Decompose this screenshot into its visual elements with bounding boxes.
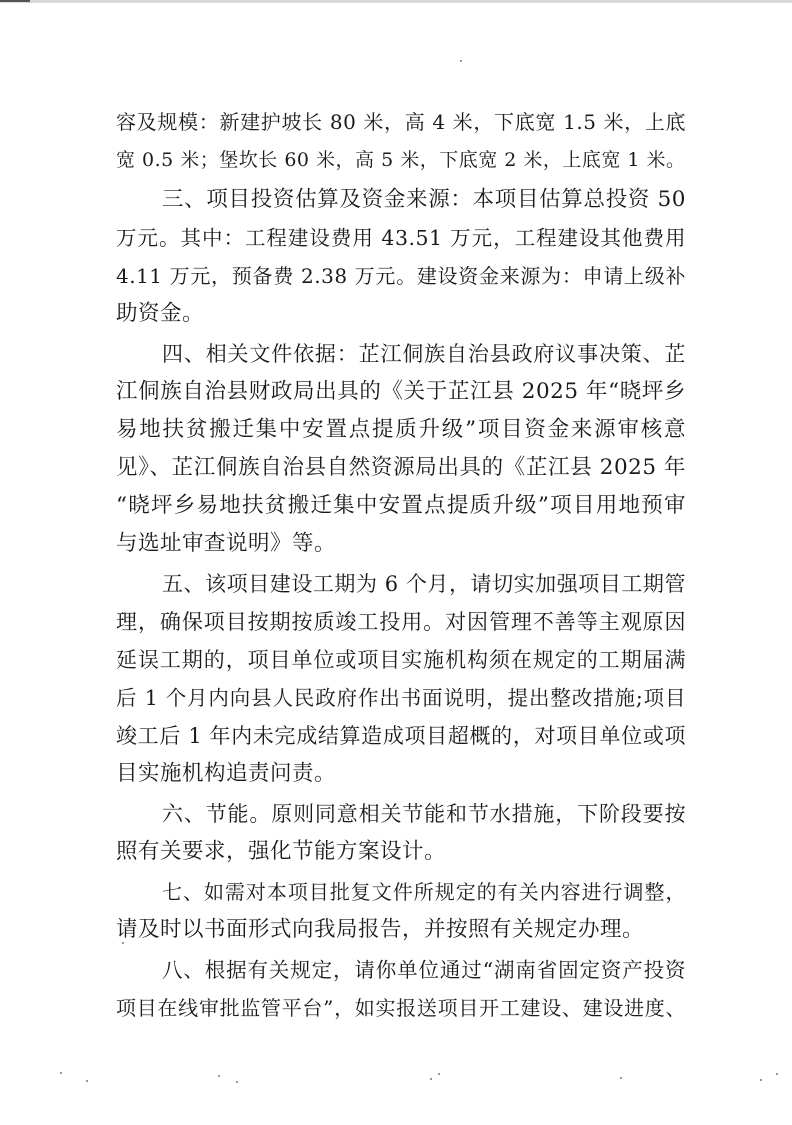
scan-speck bbox=[236, 1081, 238, 1083]
section-5-first-line: 五、该项目建设工期为 6 个月，请切实加强项目工期管 bbox=[162, 572, 686, 596]
scan-speck bbox=[620, 1077, 622, 1079]
scan-speck bbox=[218, 1075, 220, 1077]
body-line: 延误工期的，项目单位或项目实施机构须在规定的工期届满 bbox=[116, 648, 686, 672]
body-line: 竣工后 1 年内未完成结算造成项目超概的，对项目单位或项 bbox=[116, 724, 686, 748]
section-7-first-line: 七、如需对本项目批复文件所规定的有关内容进行调整， bbox=[162, 880, 686, 904]
body-line: 江侗族自治县财政局出具的《关于芷江县 2025 年“晓坪乡 bbox=[116, 379, 686, 404]
body-line: 与选址审查说明》等。 bbox=[116, 531, 337, 556]
body-line: 万元。其中：工程建设费用 43.51 万元，工程建设其他费用 bbox=[116, 226, 686, 250]
scan-speck bbox=[438, 1073, 440, 1075]
scan-speck bbox=[430, 1078, 432, 1080]
body-line: 请及时以书面形式向我局报告，并按照有关规定办理。 bbox=[116, 917, 645, 942]
body-line: 助资金。 bbox=[116, 301, 205, 326]
body-line: 目实施机构追责问责。 bbox=[116, 761, 337, 786]
scan-speck bbox=[776, 1073, 778, 1075]
section-6-first-line: 六、节能。原则同意相关节能和节水措施，下阶段要按 bbox=[162, 802, 686, 826]
body-line: 项目在线审批监管平台”，如实报送项目开工建设、建设进度、 bbox=[116, 996, 686, 1020]
body-line: 照有关要求，强化节能方案设计。 bbox=[116, 839, 447, 864]
section-3-first-line: 三、项目投资估算及资金来源：本项目估算总投资 50 bbox=[162, 187, 686, 212]
body-line: 见》、芷江侗族自治县自然资源局出具的《芷江县 2025 年 bbox=[116, 455, 686, 480]
section-4-first-line: 四、相关文件依据：芷江侗族自治县政府议事决策、芷 bbox=[162, 342, 686, 366]
body-line: 宽 0.5 米；堡坎长 60 米，高 5 米，下底宽 2 米，上底宽 1 米。 bbox=[116, 149, 686, 171]
body-line: “晓坪乡易地扶贫搬迁集中安置点提质升级”项目用地预审 bbox=[116, 493, 686, 518]
body-line: 理，确保项目按期按质竣工投用。对因管理不善等主观原因 bbox=[116, 610, 686, 634]
section-8-first-line: 八、根据有关规定，请你单位通过“湖南省固定资产投资 bbox=[162, 958, 686, 982]
scan-edge bbox=[0, 0, 792, 3]
body-line: 4.11 万元，预备费 2.38 万元。建设资金来源为：申请上级补 bbox=[116, 264, 686, 288]
scan-speck bbox=[86, 1080, 88, 1082]
body-line: 后 1 个月内向县人民政府作出书面说明，提出整改措施;项目 bbox=[116, 686, 686, 710]
scan-speck bbox=[460, 60, 462, 62]
body-line: 容及规模：新建护坡长 80 米，高 4 米，下底宽 1.5 米，上底 bbox=[116, 110, 686, 134]
scan-corner-mark bbox=[0, 0, 30, 12]
body-line: 易地扶贫搬迁集中安置点提质升级”项目资金来源审核意 bbox=[116, 417, 686, 442]
scan-speck bbox=[760, 1079, 762, 1081]
scan-speck bbox=[60, 1072, 62, 1074]
